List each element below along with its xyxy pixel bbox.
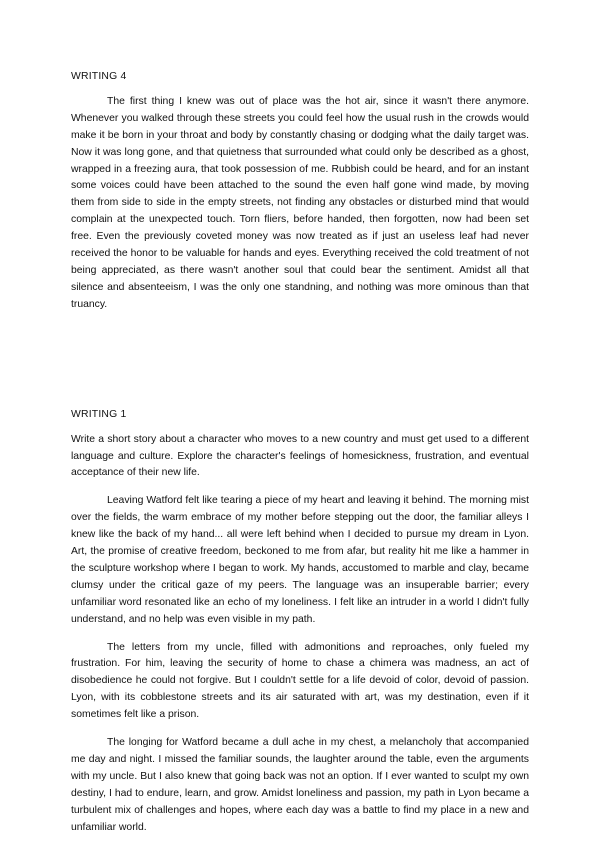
section-spacer: [71, 325, 529, 407]
story-paragraph: Leaving Watford felt like tearing a piece of my heart and leaving it behind. The morning mist over the fields, the warm embrace of my mother before stepping out the door, the familiar alleys I knew like the back of my hand... all were left behind when I decided to pursue my dream in Lyon. Art, the promise of creative freedom, beckoned to me from afar, but reality hit me like a hammer in the sculpture workshop where I began to work. My hands, accustomed to marble and clay, became clumsy under the critical gaze of my peers. The language was an insuperable barrier; every unfamiliar word resonated like an echo of my loneliness. I felt like an intruder in a world I didn't fully understand, and no help was even visible in my path.: [71, 495, 529, 625]
section-heading: WRITING 1: [71, 408, 127, 420]
section-writing-4: [71, 69, 529, 314]
story-paragraph: The letters from my uncle, filled with admonitions and reproaches, only fueled my frustration. For him, leaving the security of home to chase a chimera was madness, an act of disobedience he could not forgive. But I couldn't settle for a life devoid of color, devoid of passion. Lyon, with its cobblestone streets and its air saturated with art, was my destination, even if it sometimes felt like a prison.: [71, 641, 529, 721]
document-body: [71, 69, 529, 848]
section-writing-1: [71, 407, 529, 837]
story-paragraph: The first thing I knew was out of place was the hot air, since it wasn't there anymore. Whenever you walked through these streets you could feel how the usual rush in the crowds would make it be born in your throat and body by constantly chasing or dodging what the daily target was. Now it was long gone, and that quietness that surrounded what could only be described as a ghost, wrapped in a freezing aura, that took possession of me. Rubbish could be heard, and for an instant some voices could have been attached to the sound the even half gone wind made, by moving them from side to side in the empty streets, not finding any obstacles or disturbed mind that would complain at the unexpected touch. Torn fliers, before handed, then forgotten, now had been set free. Even the previously coveted money was now treated as if just an useless leaf had never received the honor to be valuable for hands and eyes. Everything received the cold treatment of not being appreciated, as there wasn't another soul that could bear the sentiment. Amidst all that silence and absenteeism, I was the only one standning, and nothing was more ominous than that truancy.: [71, 95, 529, 310]
section-heading: WRITING 4: [71, 71, 127, 82]
story-paragraph: The longing for Watford became a dull ache in my chest, a melancholy that accompanied me day and night. I missed the familiar sounds, the laughter around the table, even the arguments with my uncle. But I also knew that going back was not an option. If I ever wanted to sculpt my own destiny, I had to endure, learn, and grow. Amidst loneliness and passion, my path in Lyon became a turbulent mix of challenges and hopes, where each day was a battle to find my place in a new and unfamiliar world.: [71, 737, 529, 833]
writing-prompt: Write a short story about a character who moves to a new country and must get used to a different language and culture. Explore the character's feelings of homesickness, frustration, and eventual acceptance of their new life.: [71, 433, 529, 479]
